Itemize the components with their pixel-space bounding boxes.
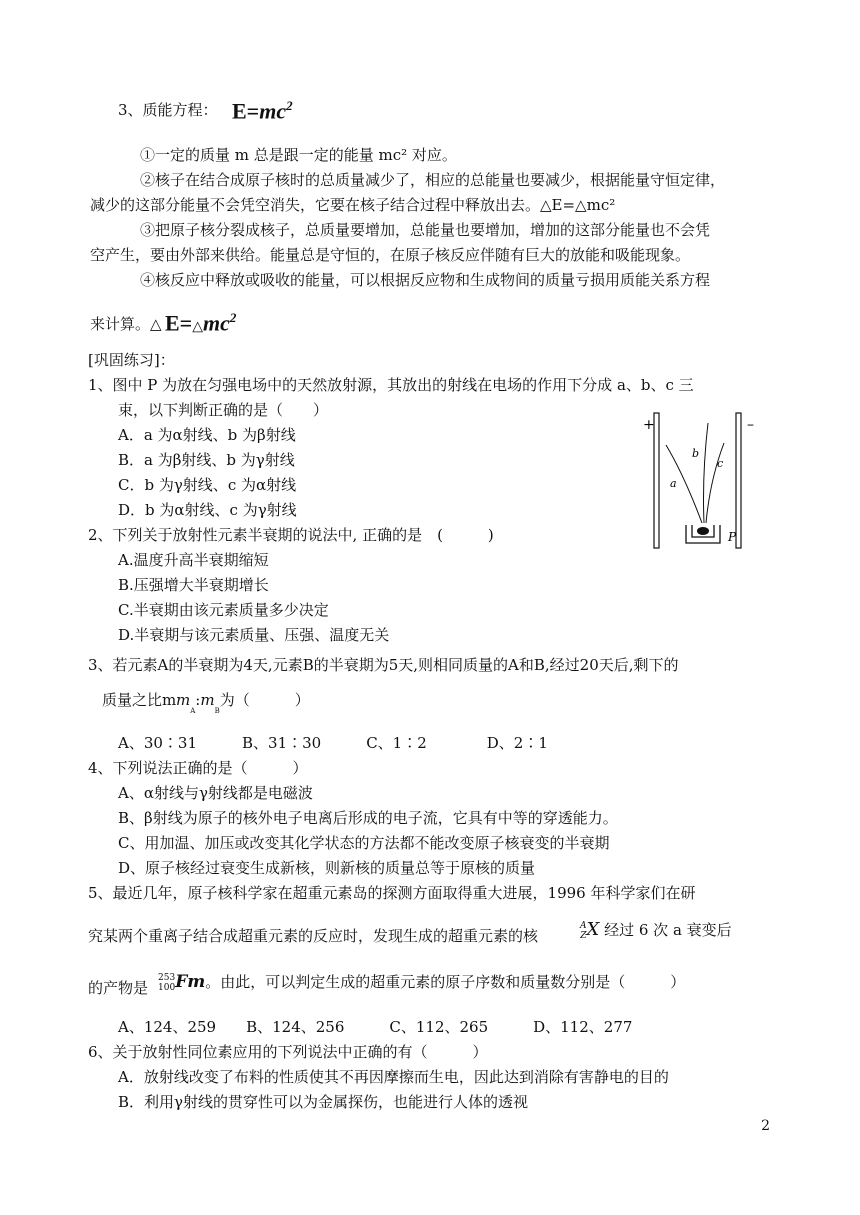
text-line: 束，以下判断正确的是（ ） [118, 401, 329, 419]
text-line: C．b 为γ射线、c 为α射线 [118, 476, 297, 494]
text-line: 1、图中 P 为放在匀强电场中的天然放射源，其放出的射线在电场的作用下分成 a、b、c 三 [88, 376, 694, 394]
label-b: b [692, 447, 700, 460]
label-p: P [728, 530, 737, 544]
text-line: B．a 为β射线、b 为γ射线 [118, 451, 295, 469]
text-line: D.半衰期与该元素质量、压强、温度无关 [118, 626, 390, 644]
nuclide-fm: 253 100Fm。由此，可以判定生成的超重元素的原子序数和质量数分别是（ ） [158, 972, 686, 993]
text-line: 3、若元素A的半衰期为4天,元素B的半衰期为5天,则相同质量的A和B,经过20天后,剩下的 [88, 656, 679, 674]
formula-delta-emc2: $E=\triangle mc^2$ [165, 310, 237, 336]
minus-label: – [747, 417, 754, 433]
text-line: [巩固练习]： [88, 351, 175, 369]
text-line: A．放射线改变了布料的性质使其不再因摩擦而生电，因此达到消除有害静电的目的 [118, 1068, 669, 1086]
text-line: 究某两个重离子结合成超重元素的反应时，发现生成的超重元素的核 [88, 927, 539, 945]
text-line: ①一定的质量 m 总是跟一定的能量 mc² 对应。 [140, 146, 457, 164]
text-line: 2、下列关于放射性元素半衰期的说法中, 正确的是 ( ) [88, 526, 494, 544]
text-line: A.温度升高半衰期缩短 [118, 551, 269, 569]
text-line: C、用加温、加压或改变其化学状态的方法都不能改变原子核衰变的半衰期 [118, 834, 610, 852]
text-line: ②核子在结合成原子核时的总质量减少了，相应的总能量也要减少，根据能量守恒定律， [140, 171, 726, 189]
page-number: 2 [761, 1118, 770, 1134]
text-line: 6、关于放射性同位素应用的下列说法中正确的有（ ） [88, 1043, 488, 1061]
text-line: D．b 为α射线、c 为γ射线 [118, 501, 297, 519]
label-c: c [717, 457, 724, 470]
text-line: A、α射线与γ射线都是电磁波 [118, 784, 313, 802]
text-line: B.压强增大半衰期增长 [118, 576, 269, 594]
text-line: B．利用γ射线的贯穿性可以为金属探伤，也能进行人体的透视 [118, 1093, 528, 1111]
text-line: 5、最近几年，原子核科学家在超重元素岛的探测方面取得重大进展，1996 年科学家们在研 [88, 884, 696, 902]
ratio-ma-mb: $m_A:m_B$为（ ） [176, 691, 310, 715]
electric-field-figure [640, 405, 770, 550]
text-line: A、124、259 B、124、256 C、112、265 D、112、277 [118, 1018, 633, 1036]
text-line: 4、下列说法正确的是（ ） [88, 759, 308, 777]
text-line: 3、质能方程： [118, 101, 218, 119]
text-line: 空产生，要由外部来供给。能量总是守恒的，在原子核反应伴随有巨大的放能和吸能现象。 [90, 246, 691, 264]
text-line: 减少的这部分能量不会凭空消失，它要在核子结合过程中释放出去。△E=△mc² [90, 196, 616, 214]
formula-emc2: $E=mc^2$ [232, 98, 293, 124]
text-line: 的产物是 [88, 979, 149, 997]
text-line: 来计算。△ [90, 315, 162, 333]
text-line: B、β射线为原子的核外电子电离后形成的电子流，它具有中等的穿透能力。 [118, 809, 618, 827]
text-line: A、30∶31 B、31∶30 C、1∶2 D、2∶1 [118, 734, 548, 752]
text-line: 质量之比m [102, 691, 177, 709]
plus-label: + [643, 417, 655, 433]
text-line: A．a 为α射线、b 为β射线 [118, 426, 296, 444]
label-a: a [670, 477, 677, 490]
nuclide-x: A ZX 经过 6 次 a 衰变后 [580, 919, 732, 941]
text-line: ③把原子核分裂成核子，总质量要增加，总能量也要增加，增加的这部分能量也不会凭 [140, 221, 711, 239]
text-line: ④核反应中释放或吸收的能量，可以根据反应物和生成物间的质量亏损用质能关系方程 [140, 271, 711, 289]
text-line: D、原子核经过衰变生成新核，则新核的质量总等于原核的质量 [118, 859, 536, 877]
text-line: C.半衰期由该元素质量多少决定 [118, 601, 329, 619]
